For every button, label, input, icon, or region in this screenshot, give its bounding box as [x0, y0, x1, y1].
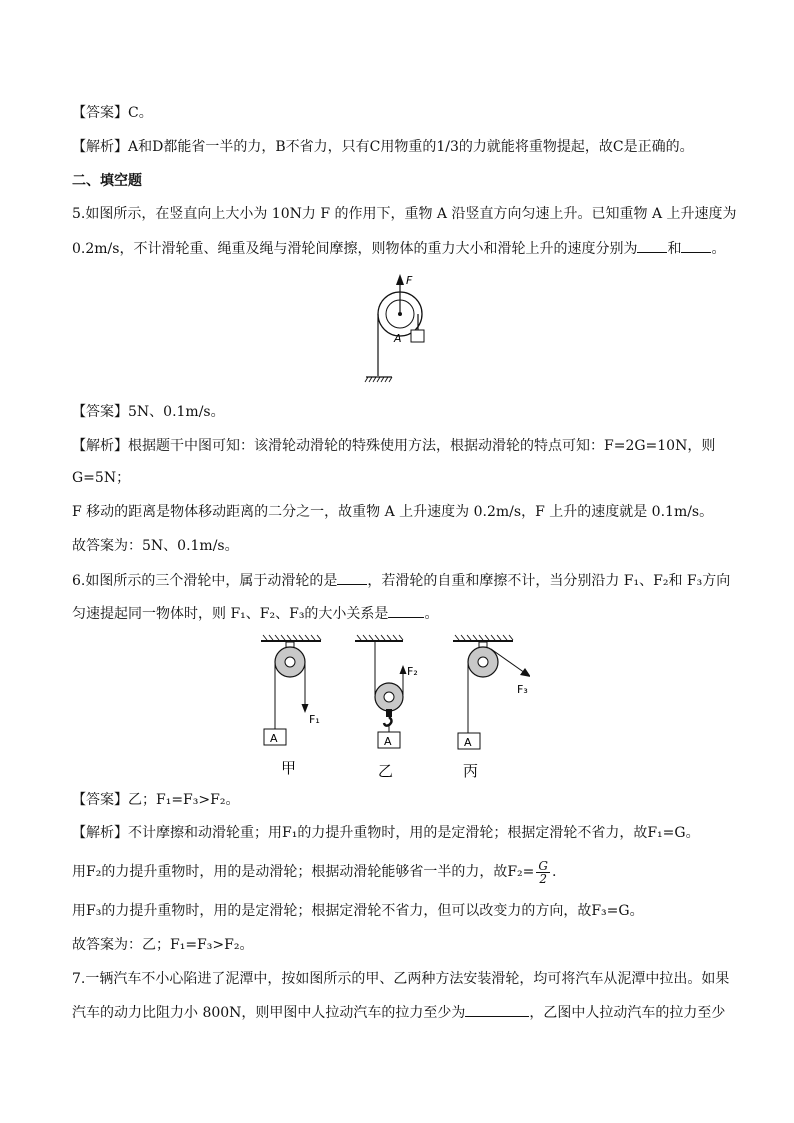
- caption-yi: 乙: [378, 762, 394, 780]
- q6-stem-line2: [72, 603, 732, 624]
- q5-analysis-line2: G=5N；: [72, 470, 131, 486]
- answer-label: 【答案】: [72, 792, 128, 808]
- blank-2[interactable]: [388, 603, 424, 618]
- q4-answer: [72, 103, 732, 123]
- q5-stem-line1: 5.如图所示，在竖直向上大小为 10N力 F 的作用下，重物 A 沿竖直方向匀速上升。已知重物 A 上升速度为: [72, 206, 737, 222]
- q4-analysis: [72, 137, 732, 157]
- q6-analysis-line2: [72, 858, 732, 886]
- q5-analysis-line1: [72, 436, 732, 456]
- label-f2: F₂: [407, 665, 418, 678]
- q5-pulley-figure: [360, 268, 440, 390]
- hook-icon: [384, 717, 392, 726]
- answer-text: 乙；F₁=F₃>F₂。: [128, 792, 240, 808]
- analysis-text-2: 用F₂的力提升重物时，用的是动滑轮；根据动滑轮能够省一半的力，故F₂=: [72, 864, 535, 880]
- pulley-bing: [453, 635, 530, 780]
- q6-stem-end: 。: [424, 606, 439, 622]
- fraction-denominator: 2: [539, 871, 547, 886]
- section-title: 二、填空题: [72, 173, 142, 189]
- label-f3: F₃: [517, 683, 528, 696]
- hook-body: [386, 709, 392, 717]
- answer-label: 【答案】: [72, 404, 128, 420]
- pulley-axle: [384, 692, 394, 702]
- answer-text: 5N、0.1m/s。: [128, 404, 225, 420]
- analysis-period: .: [551, 864, 557, 880]
- weight-label: A: [394, 332, 402, 345]
- ground-hatch: [365, 377, 392, 382]
- q6-stem-text-3: 匀速提起同一物体时，则 F₁、F₂、F₃的大小关系是: [72, 606, 389, 622]
- force-label: F: [406, 274, 413, 287]
- q6-pulley-figure: [255, 633, 530, 783]
- arrow-f3: [520, 668, 530, 677]
- q5-conclusion: 故答案为：5N、0.1m/s。: [72, 538, 239, 554]
- q7-stem-line1: 7.一辆汽车不小心陷进了泥潭中，按如图所示的甲、乙两种方法安装滑轮，均可将汽车从泥潭中拉出。如果: [72, 971, 730, 987]
- pulley-axle: [478, 657, 488, 667]
- force-arrow-head: [396, 274, 404, 285]
- q7-stem-text: 汽车的动力比阻力小 800N，则甲图中人拉动汽车的拉力至少为: [72, 1005, 466, 1021]
- analysis-label: 【解析】: [72, 825, 128, 841]
- answer-text: C。: [128, 105, 153, 121]
- arrow-f2: [400, 665, 407, 674]
- q5-answer: [72, 402, 732, 422]
- q5-stem-and: 和: [667, 241, 682, 257]
- blank-2[interactable]: [681, 238, 711, 253]
- weight-box: [411, 330, 424, 342]
- fraction-g-over-2: [536, 860, 550, 885]
- pulley-axle: [398, 312, 402, 316]
- analysis-text: 不计摩擦和动滑轮重；用F₁的力提升重物时，用的是定滑轮；根据定滑轮不省力，故F₁=G。: [128, 825, 700, 841]
- analysis-text: A和D都能省一半的力，B不省力，只有C用物重的1/3的力就能将重物提起，故C是正确的。: [128, 139, 694, 155]
- answer-label: 【答案】: [72, 105, 128, 121]
- q7-stem-text-2: ，乙图中人拉动汽车的拉力至少: [529, 1005, 726, 1021]
- analysis-label: 【解析】: [72, 139, 128, 155]
- analysis-label: 【解析】: [72, 438, 128, 454]
- pulley-yi: [355, 635, 418, 780]
- q5-analysis-line3: F 移动的距离是物体移动距离的二分之一，故重物 A 上升速度为 0.2m/s，F 上升的速度就是 0.1m/s。: [72, 504, 714, 520]
- label-f1: F₁: [309, 713, 320, 726]
- q6-analysis-line1: [72, 823, 732, 843]
- q7-stem-line2: [72, 1002, 732, 1023]
- blank-1[interactable]: [637, 238, 667, 253]
- caption-bing: 丙: [463, 762, 479, 780]
- pulley-jia: [261, 635, 321, 777]
- caption-jia: 甲: [281, 759, 297, 777]
- q5-stem-end: 。: [711, 241, 726, 257]
- q6-analysis-line3: 用F₃的力提升重物时，用的是定滑轮；根据定滑轮不省力，但可以改变力的方向，故F₃=G。: [72, 903, 644, 919]
- q5-stem-line2: [72, 238, 732, 259]
- q6-answer: [72, 790, 732, 810]
- fraction-numerator: G: [538, 858, 548, 873]
- q5-stem-text: 0.2m/s，不计滑轮重、绳重及绳与滑轮间摩擦，则物体的重力大小和滑轮上升的速度分别为: [72, 241, 638, 257]
- q6-conclusion: 故答案为：乙；F₁=F₃>F₂。: [72, 937, 254, 953]
- q6-stem-text: 6.如图所示的三个滑轮中，属于动滑轮的是: [72, 573, 338, 589]
- q6-stem-line1: [72, 570, 732, 591]
- weight-label: A: [464, 736, 472, 749]
- blank-1[interactable]: [465, 1002, 529, 1017]
- arrow-f1: [302, 704, 309, 713]
- weight-label: A: [384, 735, 392, 748]
- analysis-text: 根据题干中图可知：该滑轮动滑轮的特殊使用方法，根据动滑轮的特点可知：F=2G=10N，则: [128, 438, 716, 454]
- weight-label: A: [270, 732, 278, 745]
- q6-stem-text-2: ，若滑轮的自重和摩擦不计，当分别沿力 F₁、F₂和 F₃方向: [367, 573, 731, 589]
- pulley-axle: [285, 657, 295, 667]
- blank-1[interactable]: [337, 570, 367, 585]
